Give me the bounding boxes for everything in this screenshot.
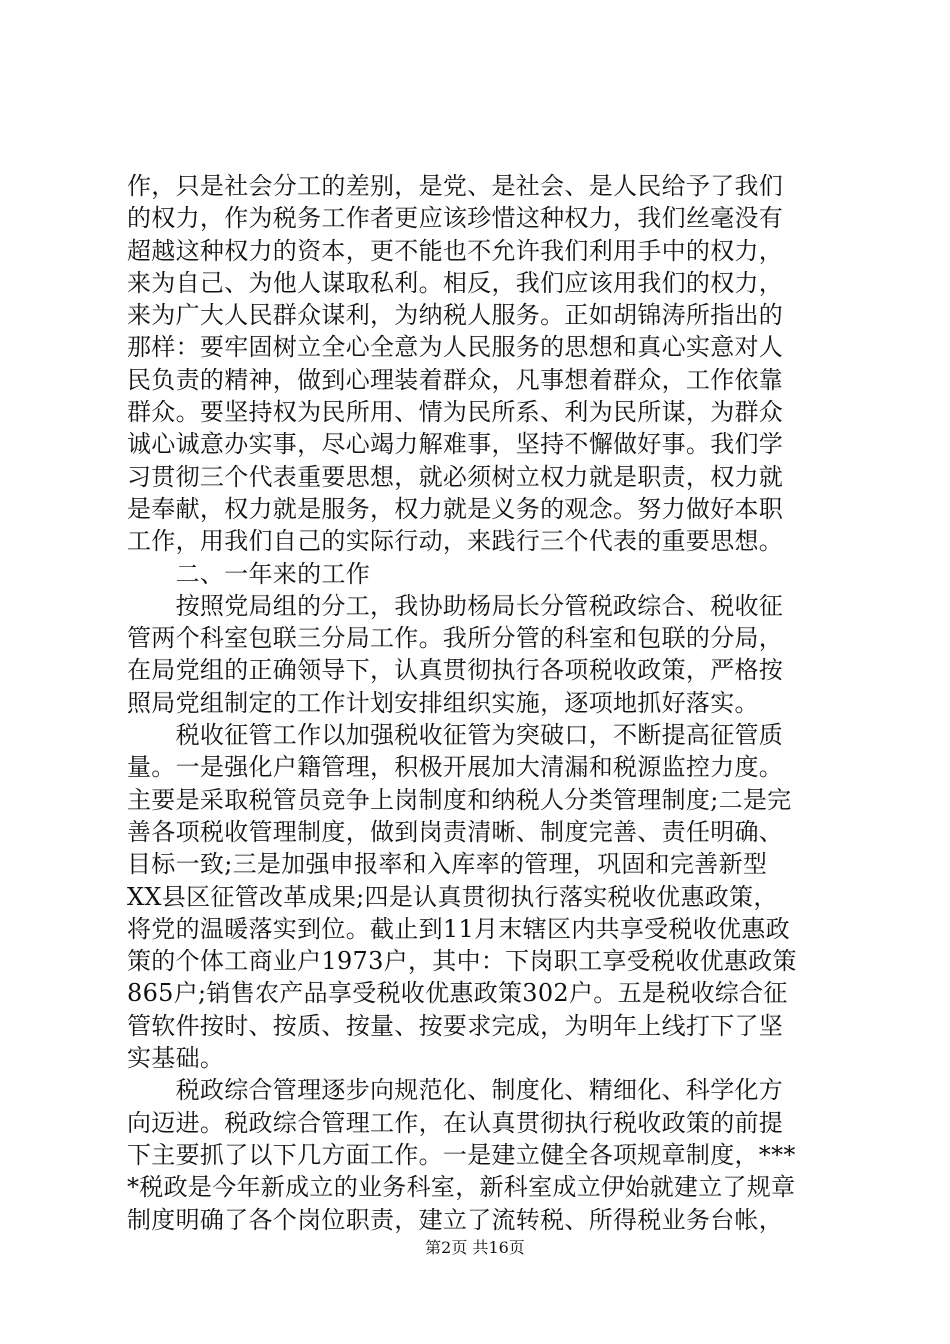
text-line: 工作，用我们自己的实际行动，来践行三个代表的重要思想。 xyxy=(127,527,784,556)
page-footer: 第2页 共16页 xyxy=(425,1238,525,1257)
text-line: 下主要抓了以下几方面工作。一是建立健全各项规章制度，*** xyxy=(127,1140,796,1169)
text-line: 目标一致;三是加强申报率和入库率的管理，巩固和完善新型 xyxy=(127,850,768,879)
text-line: 习贯彻三个代表重要思想，就必须树立权力就是职责，权力就 xyxy=(127,462,784,491)
text-line: 量。一是强化户籍管理，积极开展加大清漏和税源监控力度。 xyxy=(127,753,784,782)
text-line: 将党的温暖落实到位。截止到11月末辖区内共享受税收优惠政 xyxy=(127,914,790,943)
text-line: 作，只是社会分工的差别，是党、是社会、是人民给予了我们 xyxy=(127,172,784,200)
text-line: 的权力，作为税务工作者更应该珍惜这种权力，我们丝毫没有 xyxy=(127,204,784,233)
text-line: 策的个体工商业户1973户，其中：下岗职工享受税收优惠政策 xyxy=(127,947,797,976)
text-line: 制度明确了各个岗位职责，建立了流转税、所得税业务台帐， xyxy=(127,1205,784,1234)
text-line: 在局党组的正确领导下，认真贯彻执行各项税收政策，严格按 xyxy=(127,656,784,685)
text-line: 善各项税收管理制度，做到岗责清晰、制度完善、责任明确、 xyxy=(127,817,784,846)
text-line: 向迈进。税政综合管理工作，在认真贯彻执行税收政策的前提 xyxy=(127,1108,784,1137)
text-line: 管两个科室包联三分局工作。我所分管的科室和包联的分局， xyxy=(127,624,784,653)
text-line: 来为自己、为他人谋取私利。相反，我们应该用我们的权力， xyxy=(127,268,784,297)
body-text xyxy=(127,170,837,1236)
text-line: 税收征管工作以加强税收征管为突破口，不断提高征管质 xyxy=(127,721,784,750)
text-line: 实基础。 xyxy=(127,1044,225,1073)
text-line: 诚心诚意办实事，尽心竭力解难事，坚持不懈做好事。我们学 xyxy=(127,430,784,459)
text-line: 民负责的精神，做到心理装着群众，凡事想着群众，工作依靠 xyxy=(127,365,784,394)
text-line: 按照党局组的分工，我协助杨局长分管税政综合、税收征 xyxy=(127,591,784,620)
text-line: 那样：要牢固树立全心全意为人民服务的思想和真心实意对人 xyxy=(127,333,784,362)
text-line: 超越这种权力的资本，更不能也不允许我们利用手中的权力， xyxy=(127,236,784,265)
text-line: 来为广大人民群众谋利，为纳税人服务。正如胡锦涛所指出的 xyxy=(127,301,784,330)
text-line: 主要是采取税管员竞争上岗制度和纳税人分类管理制度;二是完 xyxy=(127,785,792,814)
text-line: XX县区征管改革成果;四是认真贯彻执行落实税收优惠政策， xyxy=(127,882,778,911)
text-line: *税政是今年新成立的业务科室，新科室成立伊始就建立了规章 xyxy=(127,1173,796,1202)
text-line: 群众。要坚持权为民所用、情为民所系、利为民所谋，为群众 xyxy=(127,398,784,427)
text-line: 照局党组制定的工作计划安排组织实施，逐项地抓好落实。 xyxy=(127,688,759,717)
text-line: 管软件按时、按质、按量、按要求完成，为明年上线打下了坚 xyxy=(127,1011,784,1040)
text-line: 税政综合管理逐步向规范化、制度化、精细化、科学化方 xyxy=(127,1076,784,1105)
text-line: 二、一年来的工作 xyxy=(127,559,370,588)
text-line: 是奉献，权力就是服务，权力就是义务的观念。努力做好本职 xyxy=(127,494,784,523)
text-line: 865户;销售农产品享受税收优惠政策302户。五是税收综合征 xyxy=(127,979,788,1008)
